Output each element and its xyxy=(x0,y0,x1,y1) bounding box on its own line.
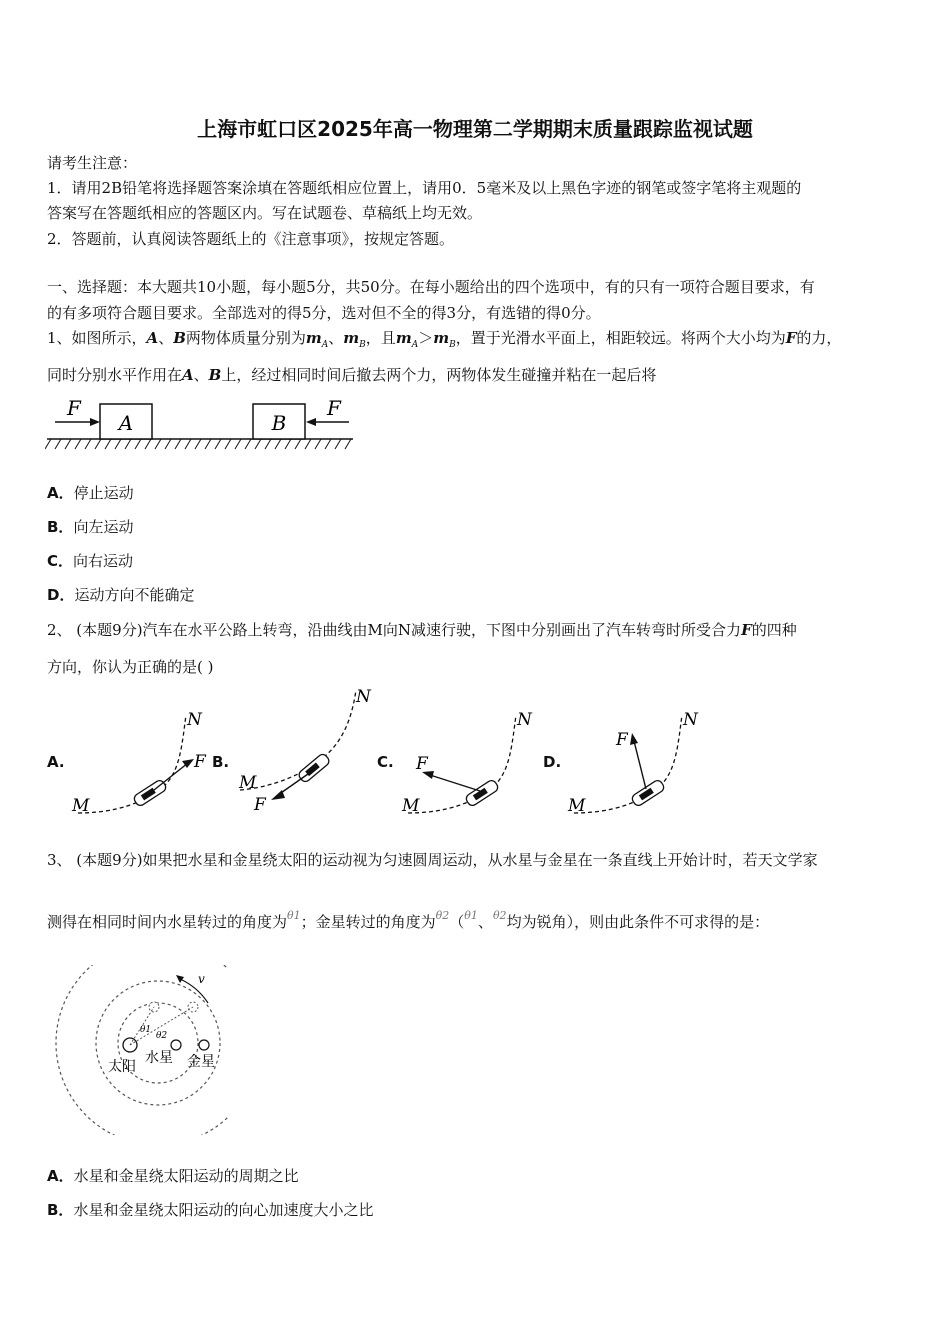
q2-stem-line-1 xyxy=(47,619,797,640)
q1-line2-b: A xyxy=(182,366,194,384)
notice-line-3: 2．答题前，认真阅读答题纸上的《注意事项》，按规定答题。 xyxy=(47,230,455,248)
q1-mb2: m xyxy=(433,329,450,347)
q1-stem-line-2 xyxy=(47,364,656,385)
q3-option-a[interactable] xyxy=(47,1165,299,1186)
force-arrow xyxy=(154,763,188,790)
q2-text-2: 的四种 xyxy=(751,621,797,639)
theta2-label: θ2 xyxy=(156,1031,168,1041)
label-f: F xyxy=(616,730,628,750)
q1-ma: m xyxy=(305,329,322,347)
q1-option-d[interactable] xyxy=(47,584,194,605)
q3-stem-line-1: 3、 (本题9分)如果把水星和金星绕太阳的运动视为匀速圆周运动，从水星与金星在一条直线上开始计时，若天文学家 xyxy=(47,851,818,869)
label-m: M xyxy=(568,796,586,816)
force-arrow xyxy=(634,741,646,789)
path-curve xyxy=(240,690,356,790)
q1-var-a: A xyxy=(146,329,159,347)
q1-ma2: m xyxy=(395,329,412,347)
option-text: 水星和金星绕太阳运动的向心加速度大小之比 xyxy=(73,1201,374,1219)
option-letter: D． xyxy=(47,586,75,604)
label-f: F xyxy=(254,795,266,815)
label-n: N xyxy=(187,710,202,730)
velocity-arrowhead xyxy=(176,975,184,983)
q3-option-b[interactable] xyxy=(47,1199,373,1220)
option-letter: A． xyxy=(47,1167,74,1185)
option-text: 向右运动 xyxy=(73,552,134,570)
q1-text-2: 、 xyxy=(328,329,344,347)
block-b-label: B xyxy=(271,411,287,435)
option-text: 向左运动 xyxy=(73,518,134,536)
notice-line-1: 1．请用2B铅笔将选择题答案涂填在答题纸相应位置上，请用0．5毫米及以上黑色字迹的钢笔或签字笔将主观题的 xyxy=(47,179,802,197)
notice-line-2: 答案写在答题纸相应的答题区内。写在试题卷、草稿纸上均无效。 xyxy=(47,204,483,222)
q1-mb-sub: B xyxy=(359,340,366,350)
q1-text-1: 两物体质量分别为 xyxy=(185,329,306,347)
q1-var-f: F xyxy=(785,329,797,347)
force-arrowhead xyxy=(630,733,638,745)
q1-text-5: 的力， xyxy=(796,329,842,347)
label-n: N xyxy=(517,710,532,730)
label-m: M xyxy=(239,773,257,793)
q2-text-1: 2、 (本题9分)汽车在水平公路上转弯，沿曲线由M向N减速行驶，下图中分别画出了汽车转弯时所受合力 xyxy=(47,621,742,639)
q3-text-b: ；金星转过的角度为 xyxy=(300,913,436,931)
q3-theta1: θ1 xyxy=(287,909,301,922)
ground-hatching xyxy=(45,439,351,449)
option-letter: A． xyxy=(47,484,74,502)
q3-text-e: 均为锐角），则由此条件不可求得的是： xyxy=(506,913,770,931)
label-m: M xyxy=(402,796,420,816)
page-title: 上海市虹口区2025年高一物理第二学期期末质量跟踪监视试题 xyxy=(197,117,753,141)
mercury-icon xyxy=(171,1040,181,1050)
option-text: 停止运动 xyxy=(73,484,134,502)
path-curve xyxy=(78,715,186,813)
q1-ma2-sub: A xyxy=(411,340,419,350)
q1-text-4: ，置于光滑水平面上，相距较远。将两个大小均为 xyxy=(455,329,786,347)
q1-option-a[interactable] xyxy=(47,482,134,503)
q3-theta2: θ2 xyxy=(435,909,450,922)
mercury-label: 水星 xyxy=(145,1050,173,1066)
option-text: 运动方向不能确定 xyxy=(74,586,195,604)
q2-option-c-letter[interactable]: C. xyxy=(377,753,394,771)
label-n: N xyxy=(356,687,371,707)
q3-theta1b: θ1 xyxy=(464,909,478,922)
velocity-label: v xyxy=(198,972,205,986)
q1-line2-d: B xyxy=(208,366,222,384)
section-line-2: 的有多项符合题目要求。全部选对的得5分，选对但不全的得3分，有选错的得0分。 xyxy=(47,304,601,322)
car-icon xyxy=(464,779,499,808)
q1-text-3: ，且 xyxy=(365,329,396,347)
venus-icon xyxy=(199,1040,209,1050)
q2-figure-b[interactable] xyxy=(234,682,384,817)
q1-gt: ＞ xyxy=(418,329,434,347)
q1-line2-c: 、 xyxy=(193,366,209,384)
q2-figure-d[interactable] xyxy=(566,705,716,820)
q3-orbit-figure xyxy=(48,965,228,1135)
option-letter: B． xyxy=(47,518,74,536)
venus-label: 金星 xyxy=(187,1054,215,1070)
q1-ma-sub: A xyxy=(321,340,329,350)
option-letter: B． xyxy=(47,1201,74,1219)
q1-stem-line-1 xyxy=(47,327,841,350)
sun-label: 太阳 xyxy=(108,1059,136,1075)
force-left-arrowhead xyxy=(90,418,100,426)
section-line-1: 一、选择题：本大题共10小题，每小题5分，共50分。在每小题给出的四个选项中，有的只有一项符合题目要求，有 xyxy=(47,278,815,296)
q1-mb2-sub: B xyxy=(449,340,456,350)
q2-figure-c[interactable] xyxy=(400,705,550,820)
q1-sep: 、 xyxy=(158,329,174,347)
q3-text-a: 测得在相同时间内水星转过的角度为 xyxy=(47,913,288,931)
q3-theta2b: θ2 xyxy=(492,909,507,922)
force-right-arrowhead xyxy=(306,418,316,426)
option-text: 水星和金星绕太阳运动的周期之比 xyxy=(73,1167,299,1185)
force-arrow xyxy=(430,775,480,791)
label-f: F xyxy=(194,752,206,772)
q2-option-a-letter[interactable]: A. xyxy=(47,753,65,771)
q2-option-b-letter[interactable]: B. xyxy=(212,753,230,771)
block-a-label: A xyxy=(118,411,134,435)
q3-text-d: 、 xyxy=(477,913,493,931)
q2-stem-line-2: 方向，你认为正确的是( ) xyxy=(47,658,214,676)
force-left-label: F xyxy=(67,396,81,420)
q3-stem-line-2 xyxy=(47,911,769,932)
q2-option-d-letter[interactable]: D. xyxy=(543,753,562,771)
theta1-label: θ1 xyxy=(140,1025,152,1035)
q1-mb: m xyxy=(343,329,360,347)
label-n: N xyxy=(683,710,698,730)
q1-option-c[interactable] xyxy=(47,550,133,571)
q1-line2-a: 同时分别水平作用在 xyxy=(47,366,183,384)
q2-var-f: F xyxy=(741,621,752,639)
q1-option-b[interactable] xyxy=(47,516,133,537)
q3-text-c: （ xyxy=(449,913,465,931)
label-f: F xyxy=(416,754,428,774)
q1-line2-e: 上，经过相同时间后撤去两个力，两物体发生碰撞并粘在一起后将 xyxy=(221,366,657,384)
q1-number: 1、如图所示， xyxy=(47,329,147,347)
notice-heading: 请考生注意： xyxy=(47,154,138,172)
car-icon xyxy=(630,779,665,808)
force-right-label: F xyxy=(327,396,341,420)
q1-var-b: B xyxy=(173,329,186,347)
q2-figure-a[interactable] xyxy=(70,705,220,820)
option-letter: C． xyxy=(47,552,74,570)
q1-figure xyxy=(45,395,357,455)
path-curve xyxy=(574,715,682,813)
label-m: M xyxy=(72,796,90,816)
